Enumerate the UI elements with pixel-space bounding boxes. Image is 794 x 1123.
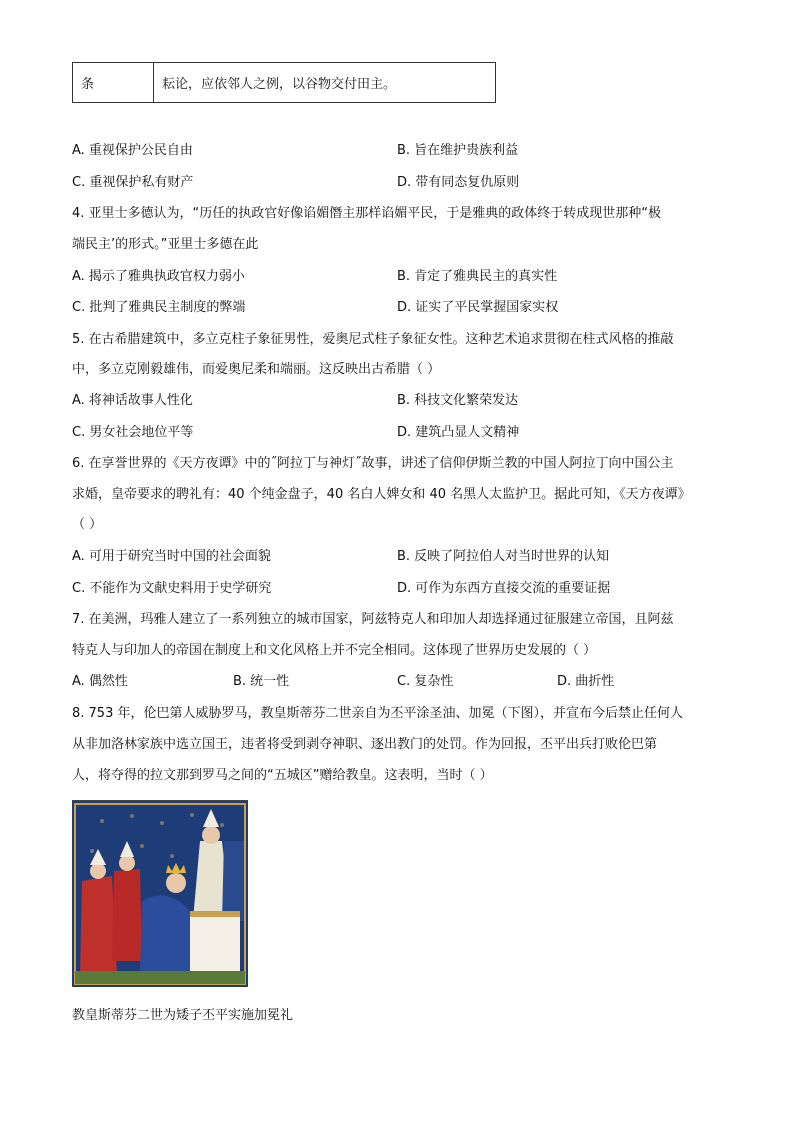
option-c: C. 不能作为文献史料用于史学研究 (72, 581, 272, 596)
question-text: 特克人与印加人的帝国在制度上和文化风格上并不完全相同。这体现了世界历史发展的（ ） (72, 643, 597, 658)
option-a: A. 偶然性 (72, 674, 128, 689)
question-text: 4. 亚里士多德认为，“历任的执政官好像谄媚僭主那样谄媚平民，于是雅典的政体终于转成现世那种“极 (72, 206, 662, 221)
table-cell: 耘论，应依邻人之例，以谷物交付田主。 (154, 63, 496, 103)
coronation-illustration (72, 800, 248, 987)
option-c: C. 复杂性 (397, 674, 454, 689)
answer-table (72, 62, 496, 103)
option-b: B. 肯定了雅典民主的真实性 (397, 269, 558, 284)
option-c: C. 重视保护私有财产 (72, 175, 194, 190)
question-text: 5. 在古希腊建筑中，多立克柱子象征男性，爱奥尼式柱子象征女性。这种艺术追求贯彻在柱式风格的推敲 (72, 332, 674, 347)
question-text: （ ） (72, 517, 103, 532)
question-text: 求婚，皇帝要求的聘礼有：40 个纯金盘子，40 名白人婢女和 40 名黑人太监护卫。据此可知，《天方夜谭》 (72, 487, 691, 502)
option-b: B. 旨在维护贵族利益 (397, 143, 519, 158)
option-d: D. 证实了平民掌握国家实权 (397, 300, 559, 315)
option-d: D. 带有同态复仇原则 (397, 175, 520, 190)
option-b: B. 科技文化繁荣发达 (397, 393, 519, 408)
option-a: A. 可用于研究当时中国的社会面貌 (72, 549, 271, 564)
question-text: 7. 在美洲，玛雅人建立了一系列独立的城市国家，阿兹特克人和印加人却选择通过征服建立帝国，且阿兹 (72, 612, 674, 627)
question-text: 6. 在享誉世界的《天方夜谭》中的˝阿拉丁与神灯˝故事，讲述了信仰伊斯兰教的中国人阿拉丁向中国公主 (72, 456, 674, 471)
option-c: C. 男女社会地位平等 (72, 425, 194, 440)
question-text: 人，将夺得的拉文那到罗马之间的“五城区”赠给教皇。这表明，当时（ ） (72, 768, 493, 783)
figure-caption: 教皇斯蒂芬二世为矮子丕平实施加冕礼 (72, 1008, 294, 1023)
question-text: 从非加洛林家族中选立国王，违者将受到剥夺神职、逐出教门的处罚。作为回报，丕平出兵打败伦巴第 (72, 737, 658, 752)
manuscript-painting (72, 801, 248, 987)
table-row (73, 63, 496, 103)
table-cell: 条 (73, 63, 154, 103)
option-b: B. 反映了阿拉伯人对当时世界的认知 (397, 549, 610, 564)
option-a: A. 揭示了雅典执政官权力弱小 (72, 269, 245, 284)
option-b: B. 统一性 (233, 674, 290, 689)
option-a: A. 将神话故事人性化 (72, 393, 193, 408)
option-c: C. 批判了雅典民主制度的弊端 (72, 300, 246, 315)
option-a: A. 重视保护公民自由 (72, 143, 193, 158)
question-text: 中，多立克刚毅雄伟，而爱奥尼柔和端丽。这反映出古希腊（ ） (72, 362, 441, 377)
question-text: 8. 753 年，伦巴第人威胁罗马，教皇斯蒂芬二世亲自为丕平涂圣油、加冕（下图），并宣布今后禁止任何人 (72, 706, 683, 721)
question-text: 端民主’的形式。”亚里士多德在此 (72, 237, 259, 252)
option-d: D. 曲折性 (557, 674, 615, 689)
option-d: D. 可作为东西方直接交流的重要证据 (397, 581, 611, 596)
option-d: D. 建筑凸显人文精神 (397, 425, 520, 440)
